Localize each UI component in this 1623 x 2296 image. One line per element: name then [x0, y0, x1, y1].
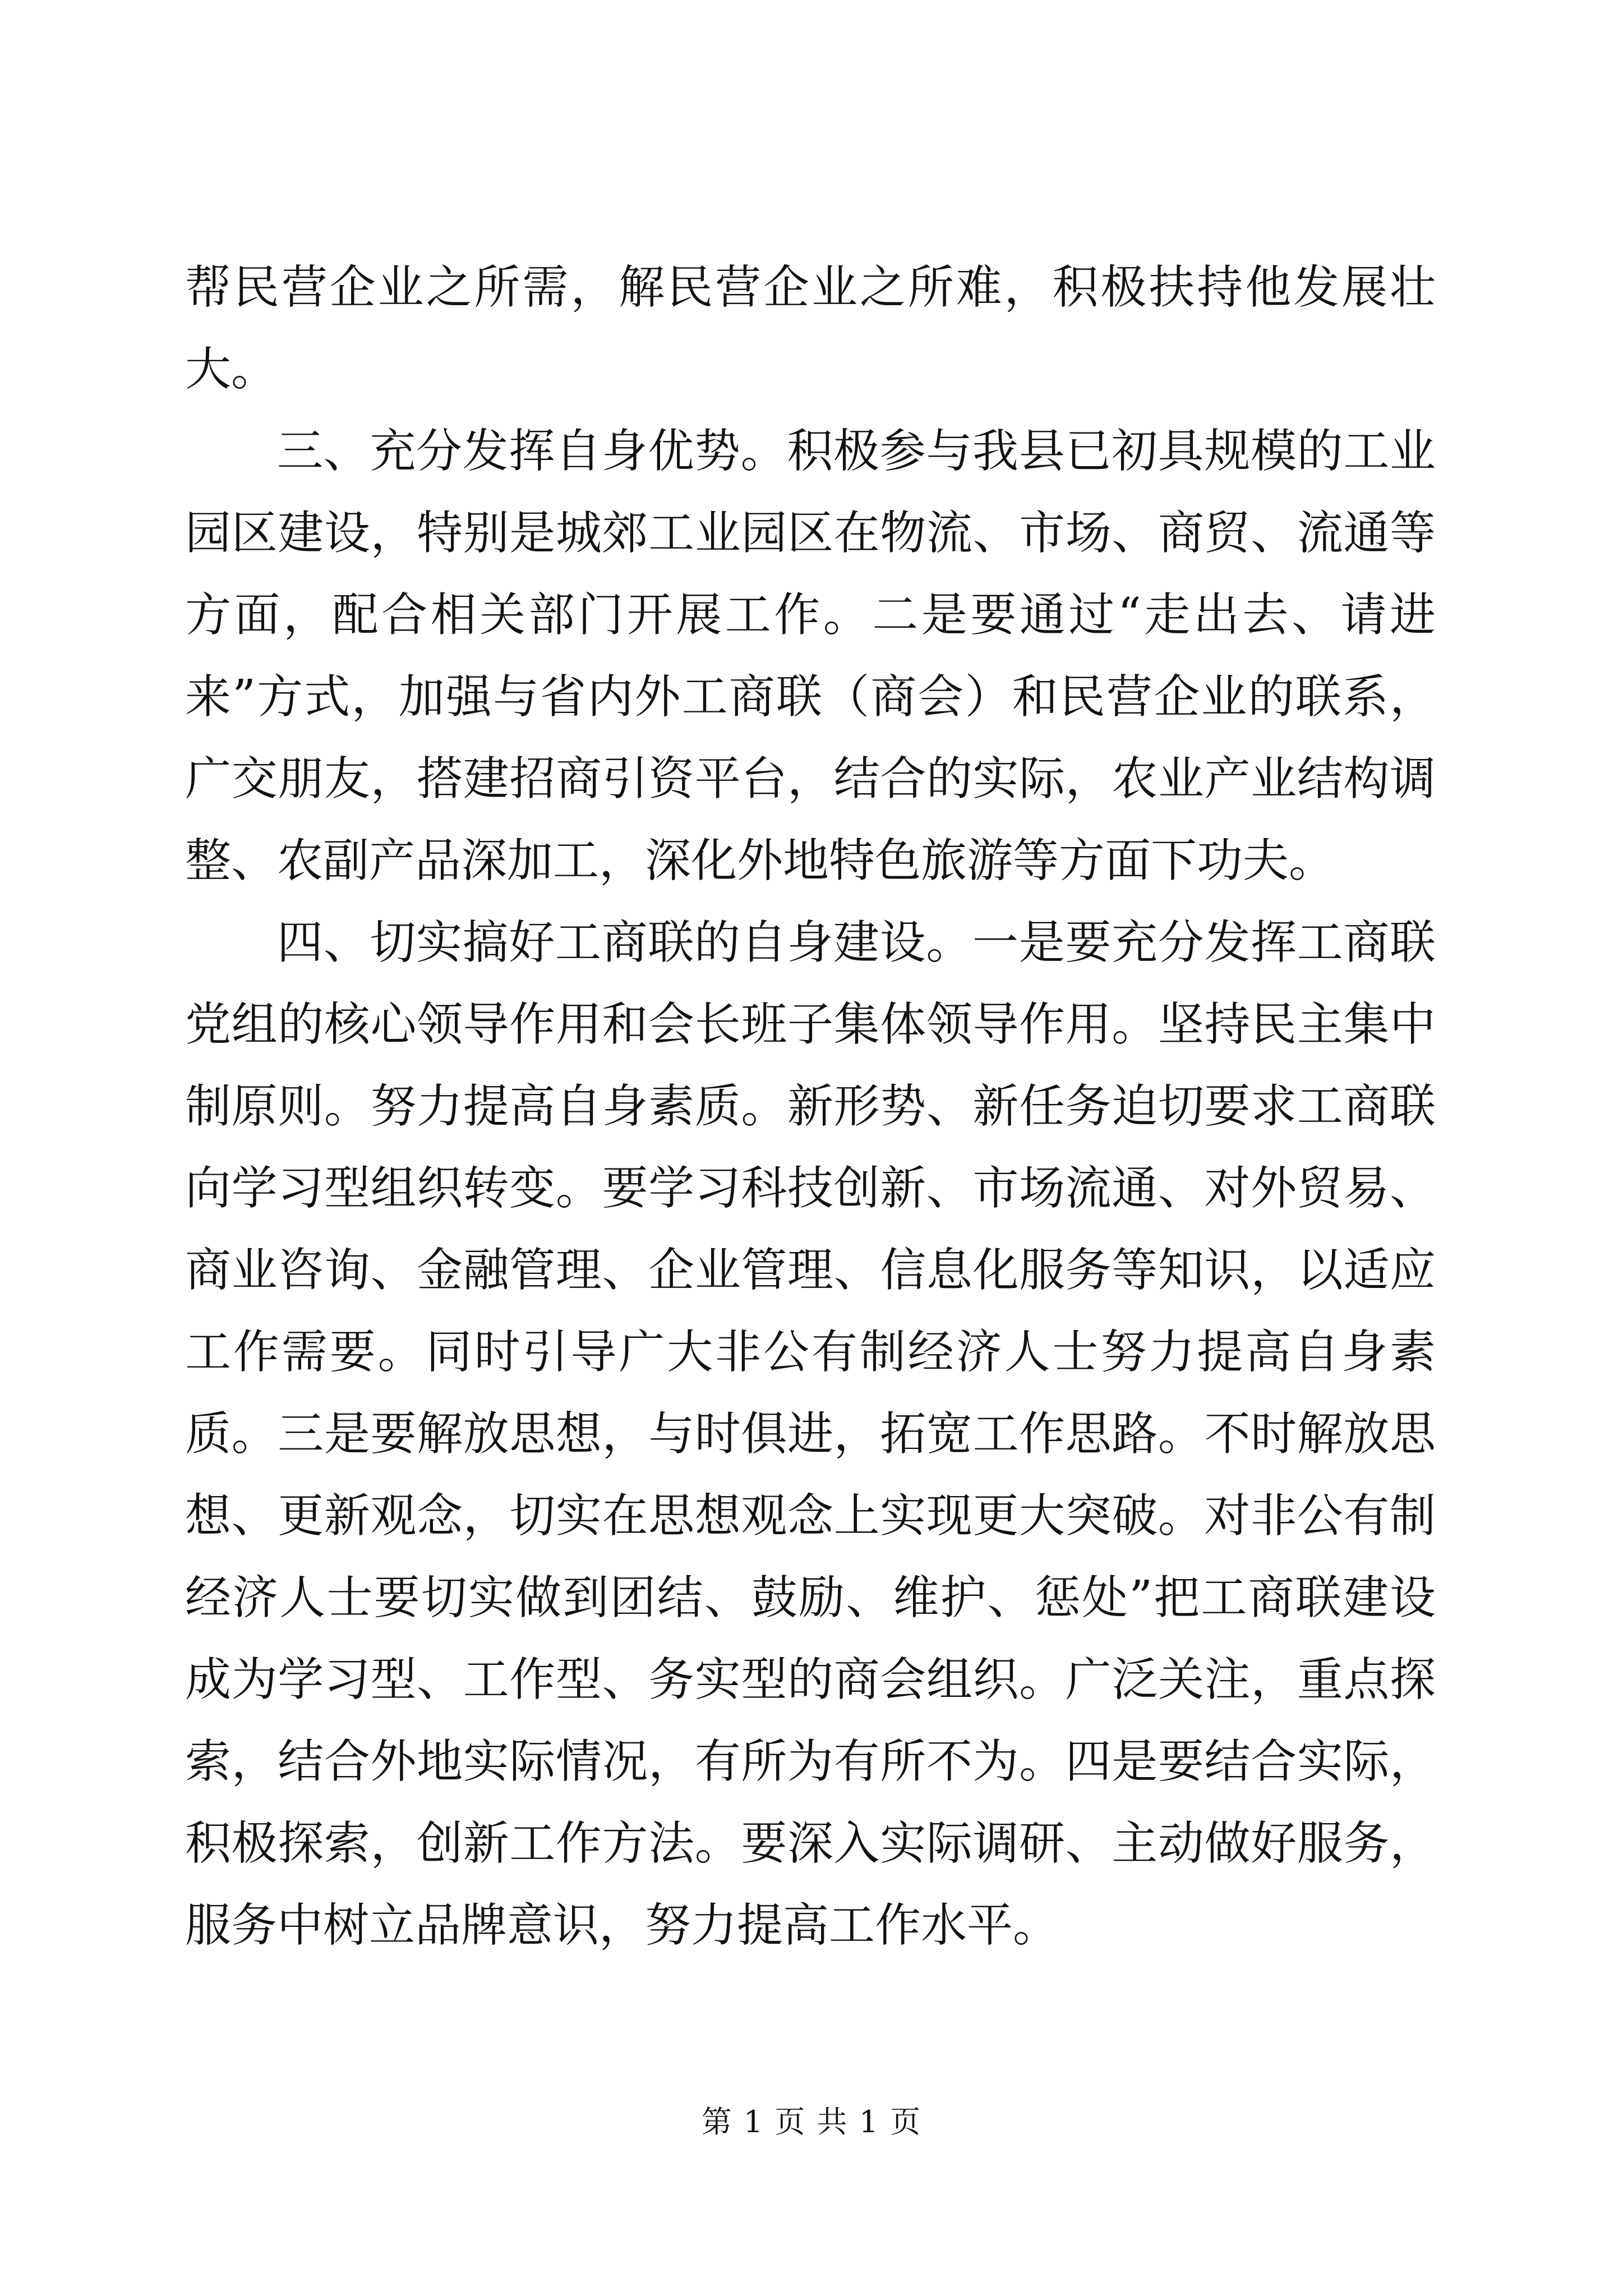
paragraph-2: 三、充分发挥自身优势。积极参与我县已初具规模的工业园区建设，特别是城郊工业园区在物流、市场、商贸、流通等方面，配合相关部门开展工作。二是要通过“走出去、请进来”方式，加强与省内外工商联（商会）和民营企业的联系，广交朋友，搭建招商引资平台，结合的实际，农业产业结构调整、农副产品深加工，深化外地特色旅游等方面下功夫。 — [185, 425, 1436, 887]
paragraph-1: 帮民营企业之所需，解民营企业之所难，积极扶持他发展壮大。 — [185, 261, 1436, 396]
page-footer: 第 1 页 共 1 页 — [701, 2104, 922, 2139]
paragraph-3: 四、切实搞好工商联的自身建设。一是要充分发挥工商联党组的核心领导作用和会长班子集体领导作用。坚持民主集中制原则。努力提高自身素质。新形势、新任务迫切要求工商联向学习型组织转变。要学习科技创新、市场流通、对外贸易、商业咨询、金融管理、企业管理、信息化服务等知识，以适应工作需要。同时引导广大非公有制经济人士努力提高自身素质。三是要解放思想，与时俱进，拓宽工作思路。不时解放思想、更新观念，切实在思想观念上实现更大突破。对非公有制经济人士要切实做到团结、鼓励、维护、惩处”把工商联建设成为学习型、工作型、务实型的商会组织。广泛关注，重点探索，结合外地实际情况，有所为有所不为。四是要结合实际，积极探索，创新工作方法。要深入实际调研、主动做好服务，服务中树立品牌意识，努力提高工作水平。 — [185, 916, 1436, 1952]
document-body — [185, 247, 1436, 1967]
